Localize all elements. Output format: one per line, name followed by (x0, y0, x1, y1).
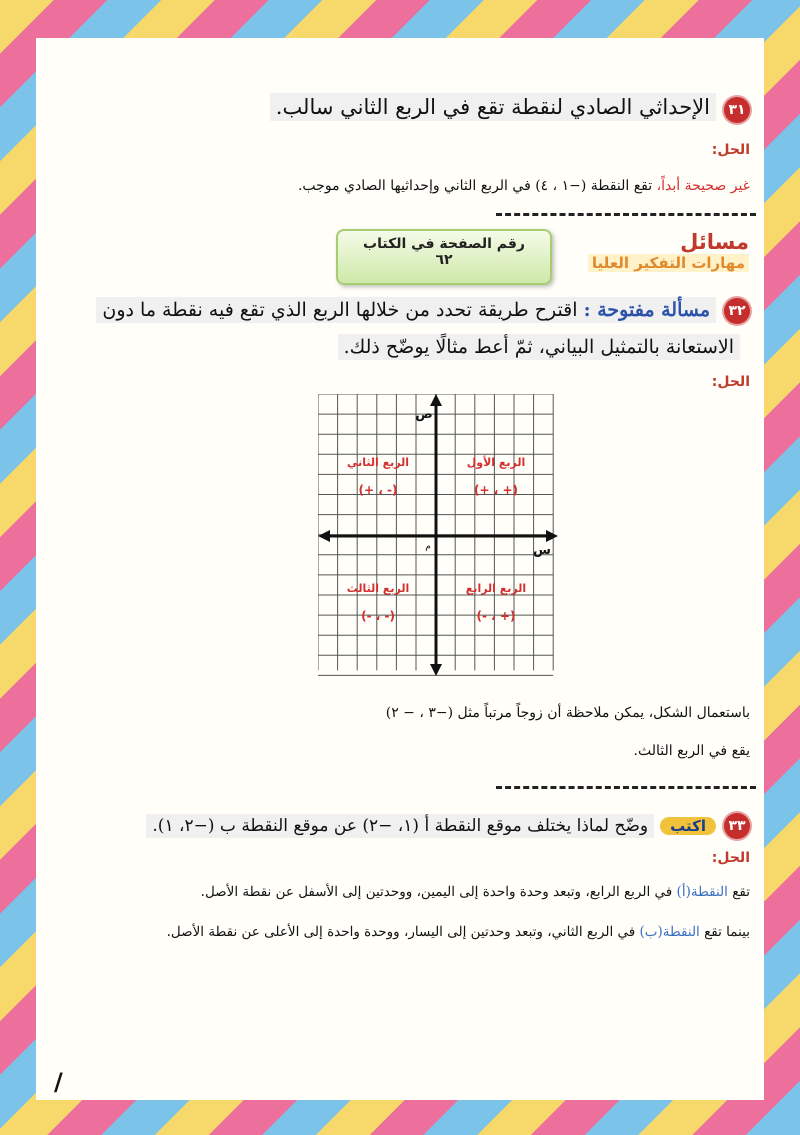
y-axis-arrow-top (430, 394, 442, 406)
solution-label: الحل: (711, 374, 750, 390)
solution-label: الحل: (711, 142, 750, 158)
section-subtitle: مهارات التفكير العليا (588, 254, 749, 272)
x-axis-arrow-right (546, 530, 558, 542)
question-number-badge: ٣١ (724, 97, 750, 123)
quadrant-2-sign: (- ، +) (358, 483, 398, 497)
section-title: مسائل (680, 230, 749, 254)
section-header (588, 230, 749, 272)
question-text-line2: الاستعانة بالتمثيل البياني، ثمّ أعط مثالًا يوضّح ذلك. (338, 336, 740, 358)
answer-32-line2: يقع في الربع الثالث. (633, 743, 750, 759)
question-number-badge: ٣٣ (724, 813, 750, 839)
quadrant-3-name: الربع الثالث (346, 582, 410, 595)
book-page-box (336, 229, 552, 285)
answer-31 (298, 178, 750, 194)
question-33 (146, 813, 750, 839)
question-text: وضّح لماذا يختلف موقع النقطة أ (١، −٢) عن موقع النقطة ب (−٢، ١). (146, 814, 654, 838)
answer-explanation: تقع النقطة (−١ ، ٤) في الربع الثاني وإحداثيها الصادي موجب. (297, 178, 657, 194)
footer-mark: / (54, 1068, 63, 1096)
quadrant-4-sign: (+ ، -) (476, 609, 516, 623)
quadrant-4-name: الربع الرابع (465, 582, 527, 595)
answer-32-line1: باستعمال الشكل، يمكن ملاحظة أن زوجاً مرتباً مثل (−٣ ، − ٢) (385, 705, 750, 721)
y-axis-arrow-bottom (430, 664, 442, 676)
question-31 (270, 95, 750, 123)
question-text-line1: اقترح طريقة تحدد من خلالها الربع الذي تقع فيه نقطة ما دون (102, 298, 584, 321)
divider (496, 786, 756, 789)
book-page-label: رقم الصفحة في الكتاب (363, 236, 525, 252)
question-text: الإحداثي الصادي لنقطة تقع في الربع الثاني سالب. (270, 93, 716, 121)
answer-verdict: غير صحيحة أبداً، (656, 178, 750, 194)
quadrant-graph (318, 394, 558, 676)
origin-label: م (425, 542, 431, 552)
quadrant-1-name: الربع الأول (466, 456, 526, 469)
question-32 (96, 298, 750, 324)
quadrant-2-name: الربع الثاني (347, 456, 409, 469)
write-badge: اكتب (660, 817, 716, 835)
point-b-label: النقطة(ب) (639, 924, 700, 940)
book-page-number: ٦٢ (435, 252, 453, 268)
y-axis-label: ص (415, 407, 433, 422)
answer-33-line1: تقع النقطة(أ) في الربع الرابع، وتبعد وحدة واحدة إلى اليمين، ووحدتين إلى الأسفل عن نقطة الأصل. (200, 884, 750, 900)
divider (496, 213, 756, 216)
point-a-label: النقطة(أ) (676, 884, 728, 900)
answer-33-line2: بينما تقع النقطة(ب) في الربع الثاني، وتبعد وحدتين إلى اليسار، ووحدة واحدة إلى الأعلى عن نقطة الأصل. (166, 924, 750, 940)
quadrant-1-sign: (+ ، +) (474, 483, 518, 497)
x-axis-arrow-left (318, 530, 330, 542)
worksheet-page (36, 38, 764, 1100)
x-axis-label: س (533, 543, 551, 558)
open-question-keyword: مسألة مفتوحة : (583, 298, 710, 321)
question-number-badge: ٣٢ (724, 298, 750, 324)
solution-label: الحل: (711, 850, 750, 866)
quadrant-3-sign: (- ، -) (361, 609, 395, 623)
